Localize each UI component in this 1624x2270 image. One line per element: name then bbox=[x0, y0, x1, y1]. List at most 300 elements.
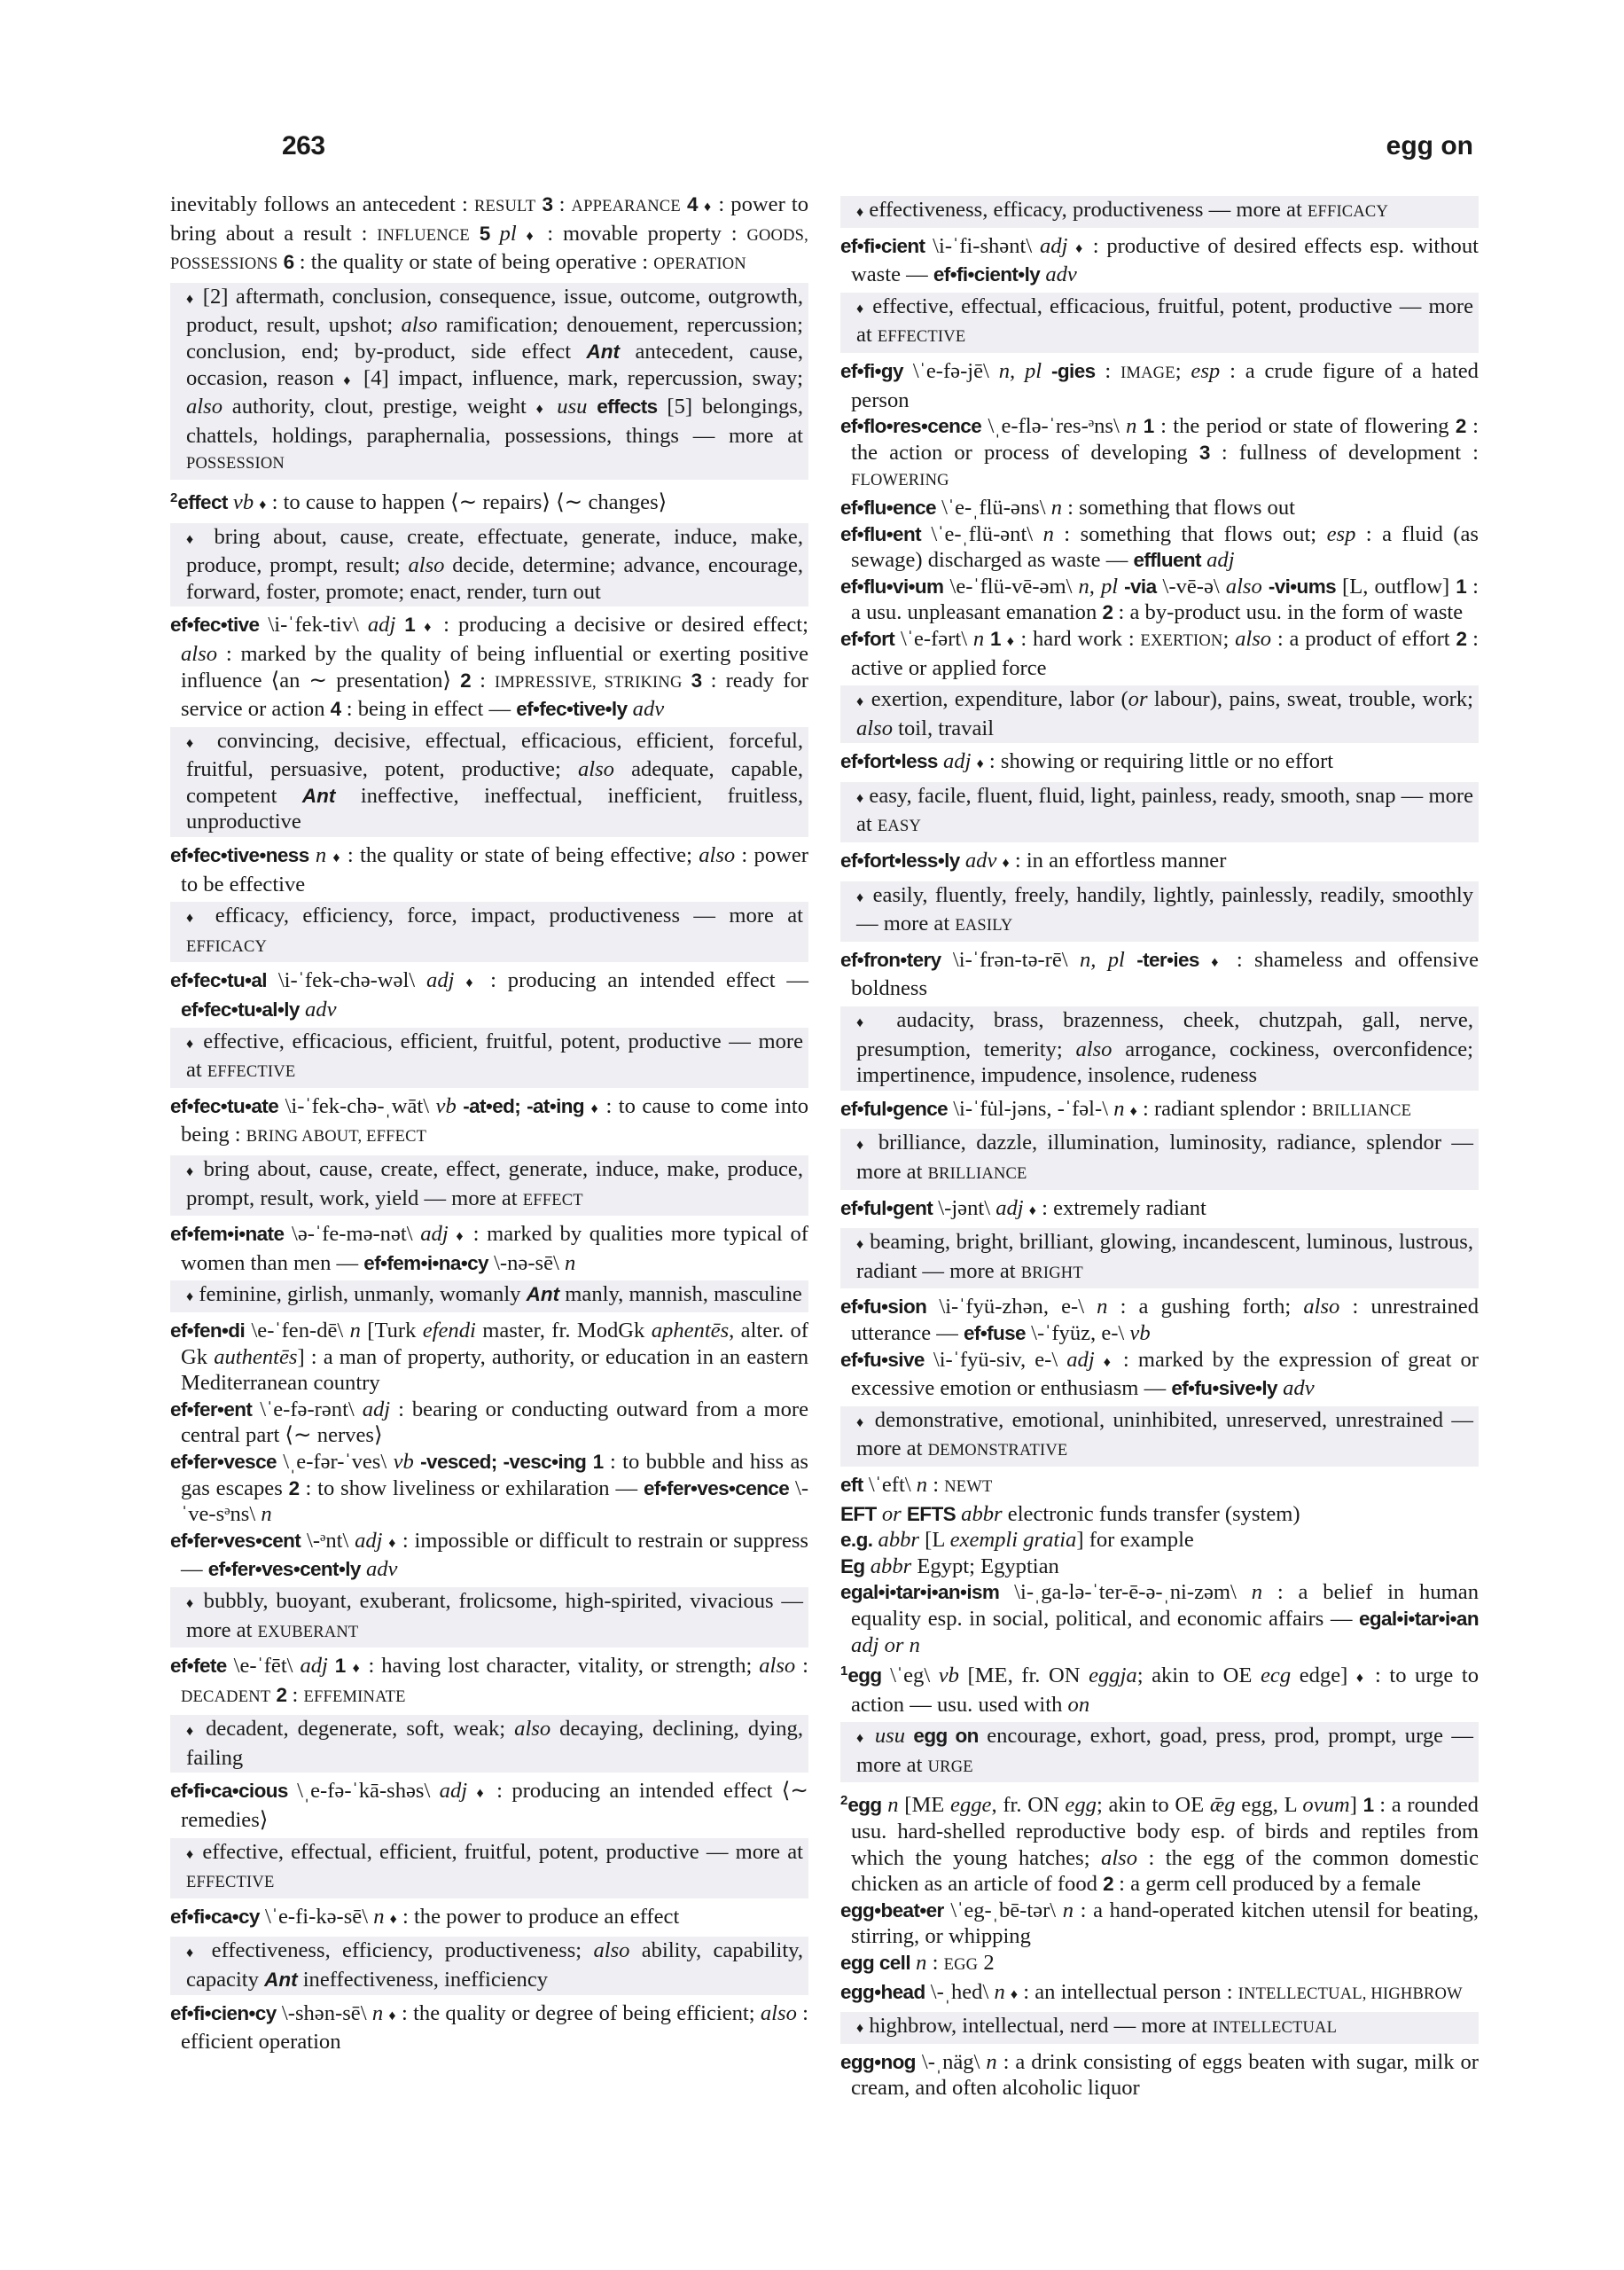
text-run: : fullness of development : bbox=[1209, 440, 1479, 465]
page-number: 263 bbox=[282, 131, 325, 160]
dictionary-entry bbox=[840, 1294, 1479, 1346]
synonym-box bbox=[840, 2012, 1479, 2044]
text-run: : bbox=[471, 668, 496, 693]
text-run: [Turk bbox=[360, 1318, 423, 1342]
cross-reference: EFFICACY bbox=[186, 937, 268, 956]
text-run: \e-ˈfen-dē\ bbox=[245, 1318, 350, 1342]
headword-text: ef•fer•ent bbox=[170, 1397, 253, 1421]
dictionary-entry bbox=[840, 947, 1479, 1002]
text-run: bring about, cause, create, effect, generate, induce, make, produce, prompt, result, work, yield — more at bbox=[186, 1157, 803, 1210]
diamond-icon: ♦ bbox=[856, 1731, 867, 1747]
text-run: : to show liveliness or exhilaration — bbox=[299, 1476, 644, 1500]
text-run: decaying, declining, dying, failing bbox=[186, 1717, 803, 1770]
italic-label: n bbox=[1042, 521, 1054, 546]
text-run bbox=[309, 843, 316, 867]
text-run bbox=[1095, 1348, 1104, 1372]
italic-label: adj bbox=[1039, 233, 1068, 258]
antonym-label: Ant bbox=[586, 340, 621, 363]
italic-label: n bbox=[371, 2000, 384, 2025]
text-run: : the quality or state of being effective; bbox=[340, 843, 699, 868]
text-run: \-jənt\ bbox=[933, 1195, 996, 1220]
italic-label: adj bbox=[426, 968, 455, 993]
synonym-box bbox=[170, 1155, 808, 1216]
text-run bbox=[905, 1724, 913, 1748]
text-run: [ME bbox=[898, 1793, 951, 1818]
italic-label: adj bbox=[943, 749, 972, 774]
headword-text: egg•nog bbox=[840, 2050, 916, 2073]
text-run bbox=[470, 222, 480, 246]
text-run: \ˈe-fə-jē\ bbox=[902, 358, 999, 383]
italic-label: n bbox=[315, 843, 327, 868]
text-run: : the power to produce an effect bbox=[396, 1904, 680, 1929]
text-run: : producing an intended effect ⟨∼ remedies⟩ bbox=[181, 1779, 808, 1833]
text-run: : a rounded usu. hard-shelled reproductive body esp. of birds and reptiles from which the young hatches; bbox=[851, 1793, 1479, 1870]
italic-label: adj bbox=[362, 1397, 391, 1421]
headword-text: 5 bbox=[479, 222, 490, 245]
text-run: \ˈeft\ bbox=[863, 1472, 917, 1497]
text-run: : the period or state of flowering bbox=[1153, 414, 1456, 439]
cross-reference: EGG bbox=[943, 1956, 979, 1975]
diamond-icon: ♦ bbox=[186, 1595, 196, 1611]
synonym-box bbox=[170, 902, 808, 962]
synonym-box bbox=[840, 1228, 1479, 1288]
text-run: Egypt; Egyptian bbox=[911, 1554, 1059, 1578]
text-run: : showing or requiring little or no effort bbox=[983, 749, 1334, 774]
text-run: \ˈe-fə-rənt\ bbox=[252, 1397, 363, 1421]
text-run: \ˈe-fərt\ bbox=[894, 626, 973, 651]
italic-label: n bbox=[1251, 1580, 1263, 1605]
diamond-icon: ♦ bbox=[186, 291, 196, 307]
text-run: \i-ˈfek-chə-wəl\ bbox=[266, 968, 427, 993]
headword-text: 4 bbox=[330, 698, 341, 721]
italic-label: also bbox=[1225, 574, 1262, 599]
text-run: : something that flows out; bbox=[1053, 521, 1327, 546]
text-run: : bbox=[927, 1472, 945, 1497]
headword-text: ef•fec•tive•ly bbox=[516, 698, 628, 721]
diamond-icon: ♦ bbox=[186, 1036, 196, 1052]
italic-label: also bbox=[181, 641, 217, 666]
text-run: : to bubble and hiss as gas escapes bbox=[181, 1449, 808, 1500]
text-run: \e-ˈfēt\ bbox=[226, 1654, 301, 1679]
italic-label: n bbox=[916, 1951, 927, 1976]
synonym-box bbox=[170, 727, 808, 837]
headword-text: ef•fete bbox=[170, 1655, 227, 1678]
italic-label: n bbox=[261, 1502, 272, 1527]
text-run: : unrestrained utterance — bbox=[851, 1295, 1479, 1345]
text-run bbox=[517, 222, 527, 246]
dictionary-entry bbox=[840, 2049, 1479, 2102]
cross-reference: GOODS, POSSESSIONS bbox=[170, 226, 808, 274]
headword-text: Eg bbox=[840, 1554, 865, 1577]
headword-text: ef•fi•cien•cy bbox=[170, 2001, 277, 2024]
italic-label: egg bbox=[1065, 1793, 1097, 1818]
italic-label: esp bbox=[1326, 521, 1356, 546]
text-run: : extremely radiant bbox=[1035, 1195, 1206, 1220]
text-run: \-ˈfyüz, e-\ bbox=[1025, 1320, 1130, 1345]
italic-label: also bbox=[401, 313, 438, 338]
text-run: egg, L bbox=[1235, 1793, 1303, 1818]
text-run: [4] impact, influence, mark, repercussion, sway; bbox=[354, 365, 803, 390]
italic-label: adj or n bbox=[851, 1632, 920, 1657]
synonym-box bbox=[840, 196, 1479, 228]
text-run: : the egg of the common domestic chicken as an article of food bbox=[851, 1845, 1479, 1897]
text-run: : a product of effort bbox=[1271, 626, 1456, 651]
diamond-icon: ♦ bbox=[343, 372, 355, 388]
text-run: [5] belongings, chattels, holdings, paraphernalia, possessions, things — more at bbox=[186, 395, 803, 448]
text-run: : hard work : bbox=[1014, 626, 1141, 651]
dictionary-entry bbox=[170, 612, 808, 722]
headword-text: ef•fec•tu•al bbox=[170, 969, 267, 992]
text-run bbox=[683, 669, 691, 693]
dictionary-entry bbox=[840, 1195, 1479, 1225]
diamond-icon: ♦ bbox=[186, 911, 202, 927]
text-run bbox=[866, 1724, 874, 1748]
text-run: \i-ˌga-lə-ˈter-ē-ə-ˌni-zəm\ bbox=[999, 1580, 1252, 1605]
diamond-icon: ♦ bbox=[856, 301, 866, 317]
text-run: highbrow, intellectual, nerd — more at bbox=[863, 2014, 1214, 2039]
text-run: \i-ˈfyü-siv, e-\ bbox=[924, 1347, 1067, 1372]
text-run: : power to bring about a result : bbox=[170, 192, 809, 246]
headword-text: 1 bbox=[334, 1655, 346, 1678]
cross-reference: DECADENT bbox=[181, 1687, 271, 1706]
cross-reference: INFLUENCE bbox=[377, 226, 470, 245]
headword-text: 3 bbox=[542, 193, 553, 215]
text-run: : in an effortless manner bbox=[1009, 849, 1227, 873]
text-run: : bbox=[552, 192, 572, 216]
cross-reference: BRING ABOUT, EFFECT bbox=[246, 1128, 427, 1147]
diamond-icon: ♦ bbox=[856, 1414, 867, 1430]
text-run: : a crude figure of a hated person bbox=[851, 358, 1479, 412]
text-run: \i-ˈfrən-tə-rē\ bbox=[941, 947, 1080, 972]
text-run: effectiveness, efficacy, productiveness — more at bbox=[863, 198, 1308, 222]
text-run: \i-ˈfu̇l-jəns, -ˈfəl-\ bbox=[948, 1096, 1114, 1121]
headword-text: 2 bbox=[460, 669, 472, 692]
diamond-icon: ♦ bbox=[186, 1164, 196, 1179]
headword-text: effect bbox=[177, 490, 228, 513]
text-run bbox=[535, 192, 542, 216]
text-run: , fr. ON bbox=[991, 1793, 1066, 1818]
cross-reference: EASILY bbox=[955, 917, 1013, 935]
italic-label: abbr bbox=[878, 1528, 919, 1553]
text-run: \i-ˈfyü-zhən, e-\ bbox=[926, 1295, 1097, 1319]
headword-text: egg•head bbox=[840, 1980, 925, 2003]
headword-text: ef•fem•i•nate bbox=[170, 1223, 285, 1246]
text-run: : to cause to come into being : bbox=[181, 1093, 808, 1147]
headword-text: ef•fu•sive bbox=[840, 1348, 925, 1371]
italic-label: n bbox=[916, 1472, 928, 1497]
cross-reference: EASY bbox=[877, 818, 922, 836]
italic-label: exempli gratia bbox=[949, 1528, 1077, 1553]
synonym-box bbox=[170, 1587, 808, 1648]
homograph-number: 1 bbox=[840, 1663, 848, 1679]
dictionary-entry bbox=[840, 1658, 1479, 1718]
italic-label: usu bbox=[874, 1724, 905, 1749]
text-run: \i-ˈfek-chə-ˌwāt\ bbox=[278, 1093, 436, 1118]
synonym-box bbox=[170, 1937, 808, 1994]
italic-label: adv bbox=[1283, 1376, 1315, 1401]
headword-text: ef•fec•tu•al•ly bbox=[181, 998, 300, 1022]
text-run: : to cause to happen ⟨∼ repairs⟩ ⟨∼ changes⟩ bbox=[266, 489, 668, 514]
text-run: effective, efficacious, efficient, fruitful, potent, productive — more at bbox=[186, 1029, 803, 1083]
diamond-icon: ♦ bbox=[976, 756, 984, 772]
headword-text: -at•ed; -at•ing bbox=[463, 1094, 585, 1117]
text-run: \ˈe-ˌflü-ənt\ bbox=[921, 521, 1043, 546]
headword-text: ef•fort•less bbox=[840, 750, 938, 773]
cross-reference: APPEARANCE bbox=[571, 198, 681, 215]
headword-text: -vi•ums bbox=[1268, 575, 1337, 598]
headword-text: ef•fen•di bbox=[170, 1319, 246, 1342]
text-run: electronic funds transfer (system) bbox=[1002, 1501, 1300, 1526]
diamond-icon: ♦ bbox=[1006, 633, 1015, 649]
headword-text: eft bbox=[840, 1473, 863, 1496]
headword-text: egg•beat•er bbox=[840, 1898, 944, 1922]
cross-reference: IMPRESSIVE, STRIKING bbox=[495, 673, 683, 692]
text-run: \ˈeg-ˌbē-tər\ bbox=[943, 1898, 1063, 1922]
italic-label: n bbox=[1113, 1096, 1125, 1121]
text-run: beaming, bright, brilliant, glowing, incandescent, luminous, lustrous, radiant — more at bbox=[856, 1230, 1473, 1283]
text-run: [2] aftermath, conclusion, consequence, issue, outcome, outgrowth, product, result, upshot; bbox=[186, 284, 803, 338]
italic-label: also bbox=[699, 843, 736, 868]
dictionary-entry bbox=[840, 495, 1479, 521]
dictionary-entry bbox=[840, 1347, 1479, 1402]
text-run: authority, clout, prestige, weight bbox=[223, 395, 536, 419]
headword-text: egal•i•tar•i•an bbox=[1358, 1607, 1479, 1630]
italic-label: also bbox=[760, 2000, 797, 2025]
headword-text: 1 bbox=[989, 627, 1001, 650]
diamond-icon: ♦ bbox=[388, 1535, 397, 1551]
headword-text: 6 bbox=[283, 251, 294, 274]
diamond-icon: ♦ bbox=[856, 889, 866, 905]
text-run bbox=[1042, 359, 1051, 383]
dictionary-entry bbox=[840, 1096, 1479, 1125]
diamond-icon: ♦ bbox=[332, 850, 341, 866]
italic-label: vb bbox=[435, 1093, 457, 1118]
diamond-icon: ♦ bbox=[476, 1786, 488, 1802]
italic-label: n bbox=[986, 2049, 997, 2074]
italic-label: also bbox=[1303, 1295, 1340, 1319]
cross-reference: NEWT bbox=[944, 1477, 993, 1496]
diamond-icon: ♦ bbox=[1002, 856, 1010, 872]
italic-label: vb bbox=[938, 1663, 959, 1688]
italic-label: efendi bbox=[422, 1318, 476, 1342]
dictionary-entry bbox=[840, 626, 1479, 681]
italic-label: also bbox=[577, 757, 614, 782]
text-run bbox=[328, 1654, 335, 1678]
diamond-icon: ♦ bbox=[856, 790, 864, 806]
headword-text: ef•fuse bbox=[964, 1321, 1026, 1344]
text-run: [L, outflow] bbox=[1336, 574, 1456, 599]
italic-label: n bbox=[972, 626, 985, 651]
cross-reference: OPERATION bbox=[653, 255, 746, 274]
italic-label: adj bbox=[300, 1654, 328, 1679]
headword-text: ef•fi•ca•cious bbox=[170, 1780, 288, 1803]
diamond-icon: ♦ bbox=[456, 1229, 465, 1245]
dictionary-entry bbox=[170, 842, 808, 897]
text-run: ineffectiveness, inefficiency bbox=[297, 1968, 549, 1992]
diamond-icon: ♦ bbox=[535, 402, 548, 418]
text-run: : bbox=[1095, 358, 1121, 383]
italic-label: also bbox=[514, 1717, 551, 1742]
text-run: audacity, brass, brazenness, cheek, chutzpah, gall, nerve, presumption, temerity; bbox=[856, 1008, 1473, 1061]
antonym-label: Ant bbox=[264, 1969, 298, 1992]
italic-label: adj bbox=[420, 1222, 449, 1247]
headword-text: ef•ful•gent bbox=[840, 1196, 933, 1219]
dictionary-entry bbox=[840, 848, 1479, 877]
dictionary-entry bbox=[840, 1501, 1479, 1528]
text-run: \-vē-ə\ bbox=[1156, 574, 1226, 599]
text-run: : a by-product usu. in the form of waste bbox=[1113, 600, 1464, 625]
text-run bbox=[490, 222, 500, 246]
text-run: \-ˈve-sᵊns\ bbox=[181, 1476, 809, 1527]
dictionary-entry bbox=[170, 1221, 808, 1276]
cross-reference: INTELLECTUAL, HIGHBROW bbox=[1238, 1984, 1463, 2003]
headword-text: e.g. bbox=[840, 1529, 873, 1552]
headword-text: 1 bbox=[592, 1450, 604, 1473]
text-run: : the quality or degree of being efficient; bbox=[395, 2000, 761, 2025]
cross-reference: EFFECTIVE bbox=[877, 328, 966, 347]
text-run: : marked by the quality of being influential or exerting positive influence ⟨an ∼ presentation⟩ bbox=[181, 641, 808, 693]
headword-text: 4 bbox=[686, 193, 698, 215]
headword-text: ef•fem•i•na•cy bbox=[363, 1251, 488, 1274]
text-run bbox=[586, 1450, 592, 1474]
text-run bbox=[698, 192, 704, 216]
diamond-icon: ♦ bbox=[186, 1289, 194, 1305]
italic-label: n, pl bbox=[1078, 574, 1119, 599]
text-run: \i-ˈfi-shənt\ bbox=[925, 233, 1040, 258]
headword-text: egg bbox=[847, 1794, 882, 1817]
text-run: : a gushing forth; bbox=[1107, 1295, 1304, 1319]
text-run: ] for example bbox=[1076, 1528, 1194, 1553]
headword-text: ef•fec•tive•ness bbox=[170, 844, 309, 867]
headword-text: 3 bbox=[691, 669, 702, 692]
synonym-box bbox=[170, 1838, 808, 1898]
text-run: : marked by the expression of great or excessive emotion or enthusiasm — bbox=[851, 1347, 1479, 1401]
diamond-icon: ♦ bbox=[465, 975, 480, 991]
text-run: : producing a decisive or desired effect; bbox=[434, 613, 808, 638]
headword-text: ef•fer•vesce bbox=[170, 1450, 277, 1473]
headword-text: 2 bbox=[276, 1683, 287, 1706]
diamond-icon: ♦ bbox=[1211, 954, 1225, 970]
diamond-icon: ♦ bbox=[186, 1724, 198, 1740]
synonym-box bbox=[170, 1280, 808, 1312]
headword-text: ef•ful•gence bbox=[840, 1097, 949, 1120]
text-run bbox=[984, 627, 990, 651]
italic-label: also bbox=[1075, 1037, 1113, 1061]
text-run: : bbox=[926, 1951, 944, 1976]
text-run: : power to be effective bbox=[181, 843, 808, 896]
text-run: : a fluid (as sewage) discharged as waste — bbox=[851, 521, 1479, 573]
italic-label: also bbox=[856, 716, 893, 740]
text-run: : something that flows out bbox=[1061, 495, 1295, 520]
text-run: master, fr. ModGk bbox=[475, 1318, 652, 1342]
cross-reference: POSSESSION bbox=[186, 455, 285, 474]
dictionary-entry bbox=[840, 1554, 1479, 1580]
dictionary-entry bbox=[170, 1093, 808, 1151]
headword-text: 2 bbox=[1456, 627, 1467, 650]
synonym-box bbox=[840, 1006, 1479, 1091]
italic-label: vb bbox=[1129, 1320, 1151, 1345]
italic-label: n bbox=[994, 1979, 1005, 2004]
dictionary-entry bbox=[840, 1579, 1479, 1658]
text-run: effective, effectual, efficient, fruitful, potent, productive — more at bbox=[195, 1839, 803, 1864]
dictionary-entry bbox=[840, 1898, 1479, 1950]
dictionary-entry bbox=[170, 1449, 808, 1528]
text-run: effective, effectual, efficacious, fruitful, potent, productive — more at bbox=[856, 294, 1473, 348]
text-run: : bbox=[795, 1654, 808, 1679]
text-run: \ˌe-fə-ˈkā-shəs\ bbox=[287, 1779, 440, 1804]
text-run bbox=[584, 1094, 590, 1118]
text-run: effectiveness, efficiency, productiveness; bbox=[199, 1938, 594, 1963]
cross-reference: IMAGE bbox=[1120, 364, 1175, 382]
italic-label: also bbox=[186, 395, 223, 419]
text-run: ; bbox=[1222, 626, 1236, 651]
dictionary-entry bbox=[170, 967, 808, 1022]
synonym-box bbox=[840, 293, 1479, 353]
text-run: bring about, cause, create, effectuate, generate, induce, make, produce, prompt, result; bbox=[186, 524, 803, 578]
italic-label: adj bbox=[995, 1195, 1024, 1220]
italic-label: vb bbox=[232, 489, 254, 514]
headword-text: ef•flu•vi•um bbox=[840, 575, 944, 598]
text-run: exertion, expenditure, labor ( bbox=[864, 687, 1128, 712]
headword-text: ef•flo•res•cence bbox=[840, 415, 982, 438]
cross-reference: EFFICACY bbox=[1307, 203, 1389, 221]
synonym-box bbox=[170, 523, 808, 607]
headword-text: 2 bbox=[1102, 601, 1113, 624]
diamond-icon: ♦ bbox=[186, 531, 201, 547]
dictionary-entry bbox=[170, 2000, 808, 2055]
text-run: ; akin to OE bbox=[1136, 1663, 1261, 1688]
text-run: 2 bbox=[978, 1951, 995, 1976]
text-run bbox=[1262, 575, 1269, 599]
text-run bbox=[415, 613, 424, 637]
text-run: convincing, decisive, effectual, efficacious, efficient, forceful, fruitful, persuasive, potent, productive; bbox=[186, 728, 803, 782]
dictionary-entry bbox=[840, 1788, 1479, 1897]
text-run: : a belief in human equality esp. in social, political, and economic affairs — bbox=[851, 1580, 1479, 1631]
homograph-number: 2 bbox=[840, 1793, 848, 1809]
diamond-icon: ♦ bbox=[1129, 1103, 1137, 1119]
diamond-icon: ♦ bbox=[352, 1661, 362, 1677]
headword-text: ef•fer•ves•cent bbox=[170, 1529, 301, 1552]
diamond-icon: ♦ bbox=[1103, 1354, 1114, 1370]
italic-label: abbr bbox=[961, 1501, 1003, 1526]
italic-label: abbr bbox=[870, 1554, 912, 1578]
italic-label: n bbox=[1050, 495, 1062, 520]
headword-text: ef•flu•ent bbox=[840, 522, 921, 545]
italic-label: adj bbox=[367, 613, 396, 638]
text-run: ramification; denouement, repercussion; conclusion, end; by-product, side effect bbox=[186, 313, 803, 364]
synonym-box bbox=[170, 1028, 808, 1088]
italic-label: n, pl bbox=[998, 358, 1042, 383]
text-run: \-ˌhed\ bbox=[925, 1979, 995, 2004]
text-run: : producing an intended effect — bbox=[479, 968, 808, 993]
text-run: adequate, capable, competent bbox=[186, 757, 804, 808]
headword-text: 2 bbox=[288, 1476, 300, 1499]
cross-reference: EFFECT bbox=[522, 1191, 583, 1209]
dictionary-entry bbox=[170, 1778, 808, 1833]
diamond-icon: ♦ bbox=[856, 2021, 864, 2037]
dictionary-entry bbox=[170, 1653, 808, 1710]
text-run bbox=[1199, 948, 1211, 972]
synonym-box bbox=[840, 1406, 1479, 1467]
text-run: : being in effect — bbox=[340, 697, 517, 722]
headword-text: ef•fi•cient bbox=[840, 234, 925, 257]
cross-reference: FLOWERING bbox=[851, 472, 949, 490]
text-run: antecedent, cause, occasion, reason bbox=[186, 339, 803, 390]
text-run: : marked by qualities more typical of women than men — bbox=[181, 1222, 808, 1275]
text-run: edge] bbox=[1291, 1663, 1356, 1688]
headword-text: EFTS bbox=[906, 1502, 956, 1525]
headword-text: -gies bbox=[1051, 359, 1096, 382]
